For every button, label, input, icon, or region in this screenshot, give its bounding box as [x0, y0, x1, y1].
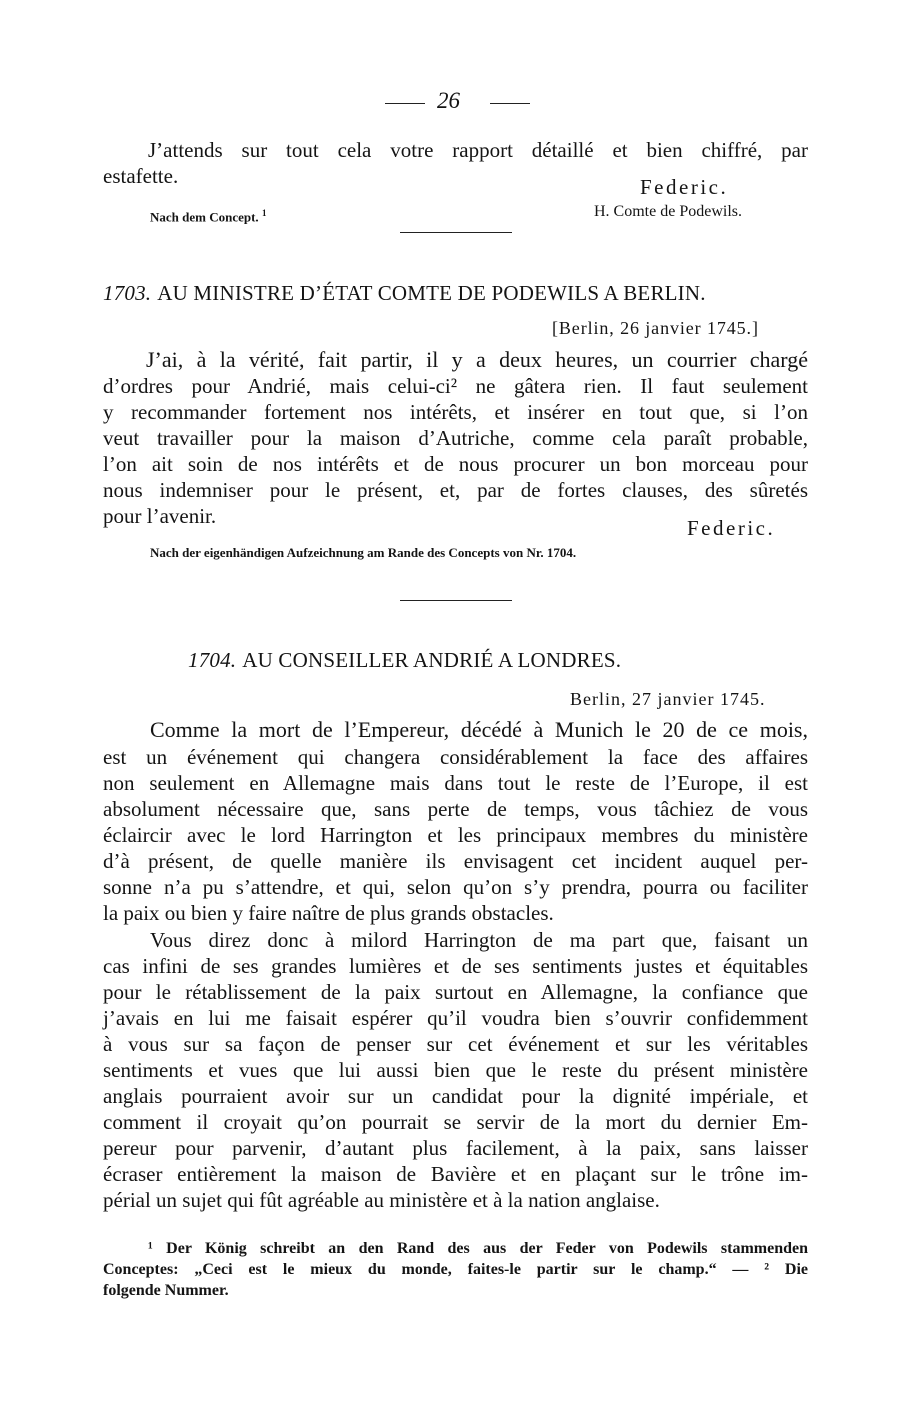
footnote-line: ¹ Der König schreibt an den Rand des aus der Feder von Podewils stammenden — [148, 1240, 808, 1257]
source-note: Nach dem Concept. $^1$ — [150, 208, 267, 225]
section-divider — [400, 600, 512, 601]
text-line: cas infini de ses grandes lumières et de ses sentiments justes et équitables — [103, 954, 808, 978]
text-line: sonne n’a pu s’attendre, et qui, selon qu’on s’y prendra, pourra ou faciliter — [103, 875, 808, 899]
dateline: Berlin, 27 janvier 1745. — [570, 689, 766, 709]
text-line: non seulement en Allemagne mais dans tout le reste de l’Europe, il est — [103, 771, 808, 795]
text-line: pour le rétablissement de la paix surtout en Allemagne, la confiance que — [103, 980, 808, 1004]
letter-number: 1703. — [103, 281, 152, 305]
text-line: à vous sur sa façon de penser sur cet événement et sur les véritables — [103, 1032, 808, 1056]
text-line: l’on ait soin de nos intérêts et de nous procurer un bon morceau pour — [103, 452, 808, 476]
text-line: J’attends sur tout cela votre rapport détaillé et bien chiffré, par — [148, 138, 808, 162]
letter-title: AU MINISTRE D’ÉTAT COMTE DE PODEWILS A BERLIN. — [157, 281, 706, 305]
text-line: anglais pourraient avoir sur un candidat pour la dignité impériale, et — [103, 1084, 808, 1108]
source-note: Nach der eigenhändigen Aufzeichnung am Rande des Concepts von Nr. 1704. — [150, 545, 577, 560]
page-number: 26 — [437, 88, 460, 113]
text-line: j’avais en lui me faisait espérer qu’il voudra bien s’ouvrir confidemment — [103, 1006, 808, 1030]
text-line: J’ai, à la vérité, fait partir, il y a deux heures, un courrier chargé — [146, 347, 808, 372]
page-number-dash-right — [490, 103, 530, 104]
footnote-ref: 1 — [261, 208, 267, 218]
text-line: nous indemniser pour le présent, et, par de fortes clauses, des sûretés — [103, 478, 808, 502]
text-line: pereur pour parvenir, d’autant plus facilement, à la paix, sans laisser — [103, 1136, 808, 1160]
footnote-line: Conceptes: „Ceci est le mieux du monde, faites-le partir sur le champ.“ — ² Die — [103, 1261, 808, 1278]
signature: Federic. — [640, 175, 729, 199]
text-line: périal un sujet qui fût agréable au ministère et à la nation anglaise. — [103, 1188, 660, 1212]
countersignature: H. Comte de Podewils. — [594, 203, 742, 220]
text-line: éclaircir avec le lord Harrington et les principaux membres du ministère — [103, 823, 808, 847]
text-line: y recommander fortement nos intérêts, et insérer en tout que, si l’on — [103, 400, 808, 424]
section-divider — [400, 232, 512, 233]
text-line: la paix ou bien y faire naître de plus grands obstacles. — [103, 901, 554, 925]
text-line: absolument nécessaire que, sans perte de temps, vous tâchiez de vous — [103, 797, 808, 821]
text-line: écraser entièrement la maison de Bavière et en plaçant sur le trône im- — [103, 1162, 808, 1186]
text-line: pour l’avenir. — [103, 504, 217, 528]
letter-heading-1704 — [188, 648, 621, 673]
text-line: sentiments et vues que lui aussi bien que le reste du présent ministère — [103, 1058, 808, 1082]
letter-title: AU CONSEILLER ANDRIÉ A LONDRES. — [242, 648, 622, 672]
text-line: Comme la mort de l’Empereur, décédé à Munich le 20 de ce mois, — [150, 717, 808, 742]
text-line: est un événement qui changera considérablement la face des affaires — [103, 745, 808, 769]
text-line: d’ordres pour Andrié, mais celui-ci² ne gâtera rien. Il faut seulement — [103, 374, 808, 398]
page-number-dash-left — [385, 103, 425, 104]
footnote-line: folgende Nummer. — [103, 1282, 229, 1299]
text-line: Vous direz donc à milord Harrington de ma part que, faisant un — [150, 928, 808, 952]
text-line: veut travailler pour la maison d’Autriche, comme cela paraît probable, — [103, 426, 808, 450]
letter-heading-1703 — [103, 281, 706, 306]
signature: Federic. — [687, 516, 776, 540]
dateline: [Berlin, 26 janvier 1745.] — [552, 318, 759, 338]
text-line: estafette. — [103, 164, 179, 188]
letter-number: 1704. — [188, 648, 237, 672]
text-line: d’à présent, de quelle manière ils envisagent cet incident auquel per- — [103, 849, 808, 873]
text-line: comment il croyait qu’on pourrait se servir de la mort du dernier Em- — [103, 1110, 808, 1134]
